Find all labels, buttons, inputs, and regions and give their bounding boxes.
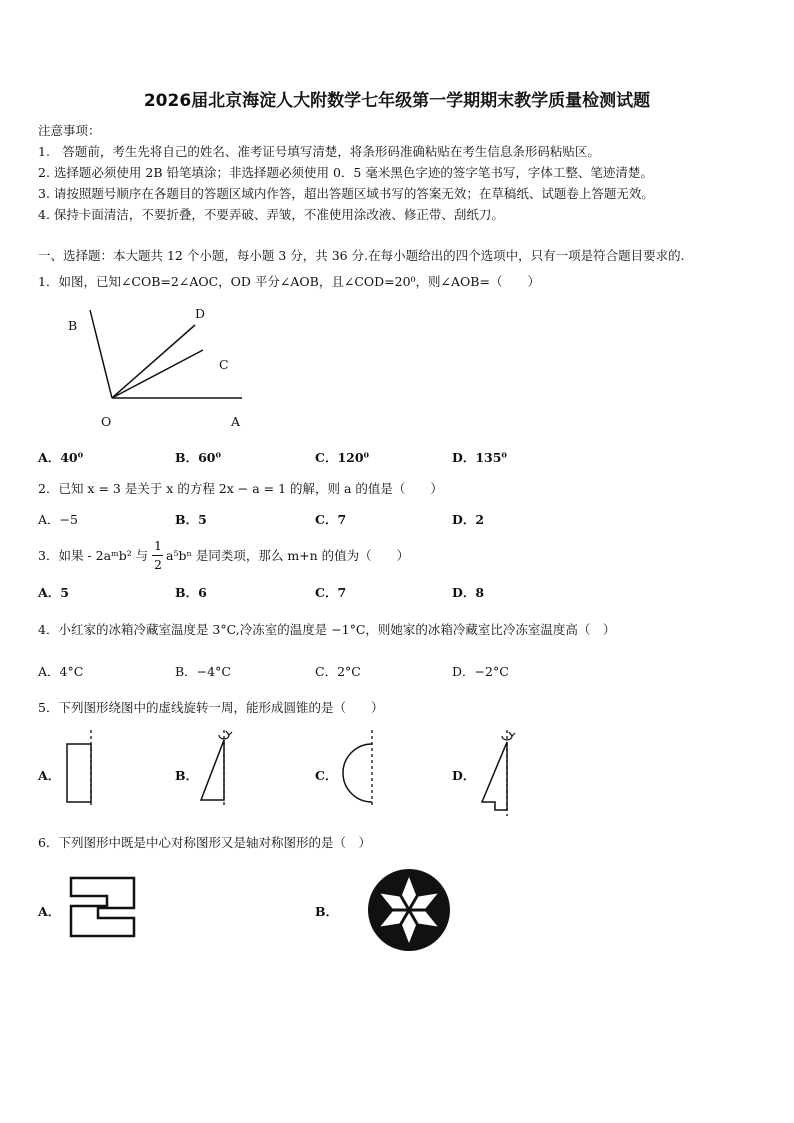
q3-option-b[interactable]: B．6 (175, 585, 207, 600)
q5-option-c[interactable]: C． (315, 768, 338, 783)
q4-option-b[interactable]: B．−4°C (175, 664, 231, 679)
right-triangle-axis-figure (195, 728, 235, 810)
question-3-stem-b: a⁵bⁿ 是同类项，那么 m+n 的值为（ ） (166, 548, 410, 563)
q4-option-c[interactable]: C．2°C (315, 664, 361, 679)
semicircle-axis-figure (338, 728, 378, 810)
rectangle-axis-figure (60, 728, 100, 810)
q4-option-a[interactable]: A．4°C (38, 664, 84, 679)
fraction-denominator: 2 (154, 557, 162, 572)
question-5-stem: 5．下列图形绕图中的虚线旋转一周，能形成圆锥的是（ ） (38, 700, 384, 715)
note-item-2: 2. 选择题必须使用 2B 铅笔填涂；非选择题必须使用 0．5 毫米黑色字迹的签字笔书写，字体工整、笔迹清楚。 (38, 165, 653, 180)
label-c: C (219, 357, 229, 372)
q3-option-d[interactable]: D．8 (452, 585, 485, 600)
q1-option-b[interactable]: B．60⁰ (175, 450, 221, 465)
label-d: D (195, 306, 206, 321)
question-6-stem: 6．下列图形中既是中心对称图形又是轴对称图形的是（ ） (38, 835, 371, 850)
fraction-bar (152, 555, 163, 556)
q6-option-a[interactable]: A． (38, 904, 61, 919)
fraction-numerator: 1 (154, 538, 162, 553)
q6-option-b[interactable]: B． (315, 904, 339, 919)
stepped-triangle-axis-figure (478, 728, 522, 818)
note-item-3: 3. 请按照题号顺序在各题目的答题区域内作答，超出答题区域书写的答案无效；在草稿纸、试题卷上答题无效。 (38, 186, 654, 201)
note-item-1: 1. 答题前，考生先将自己的姓名、准考证号填写清楚，将条形码准确粘贴在考生信息条形码粘贴区。 (38, 144, 600, 159)
label-a: A (231, 414, 241, 429)
q3-option-c[interactable]: C．7 (315, 585, 347, 600)
q2-option-b[interactable]: B．5 (175, 512, 207, 527)
q2-option-a[interactable]: A．−5 (38, 512, 78, 527)
q1-option-a[interactable]: A．40⁰ (38, 450, 84, 465)
q1-option-c[interactable]: C．120⁰ (315, 450, 370, 465)
label-o: O (101, 414, 112, 429)
q2-option-c[interactable]: C．7 (315, 512, 347, 527)
note-item-4: 4. 保持卡面清洁，不要折叠，不要弄破、弄皱，不准使用涂改液、修正带、刮纸刀。 (38, 207, 504, 222)
q3-option-a[interactable]: A．5 (38, 585, 69, 600)
q5-option-a[interactable]: A． (38, 768, 61, 783)
notes-heading: 注意事项： (38, 123, 101, 138)
question-3-stem-a: 3．如果 - 2aᵐb² 与 (38, 548, 149, 563)
label-b: B (68, 318, 78, 333)
q5-option-d[interactable]: D． (452, 768, 476, 783)
q1-option-d[interactable]: D．135⁰ (452, 450, 507, 465)
question-1-stem: 1．如图，已知∠COB=2∠AOC，OD 平分∠AOB，且∠COD=20⁰，则∠AOB=（ ） (38, 274, 540, 289)
section-heading: 一、选择题：本大题共 12 个小题，每小题 3 分，共 36 分.在每小题给出的四个选项中，只有一项是符合题目要求的. (38, 248, 685, 263)
angle-diagram (60, 300, 260, 430)
s-shape-figure (66, 874, 138, 940)
question-4-stem: 4．小红家的冰箱冷藏室温度是 3°C,冷冻室的温度是 −1°C，则她家的冰箱冷藏室比冷冻室温度高（ ） (38, 622, 616, 637)
snowflake-circle-figure (366, 867, 452, 953)
q2-option-d[interactable]: D．2 (452, 512, 485, 527)
page-title: 2026届北京海淀人大附数学七年级第一学期期末教学质量检测试题 (143, 91, 651, 111)
q4-option-d[interactable]: D．−2°C (452, 664, 509, 679)
question-2-stem: 2．已知 x = 3 是关于 x 的方程 2x − a = 1 的解，则 a 的值是（ ） (38, 481, 443, 496)
q5-option-b[interactable]: B． (175, 768, 199, 783)
